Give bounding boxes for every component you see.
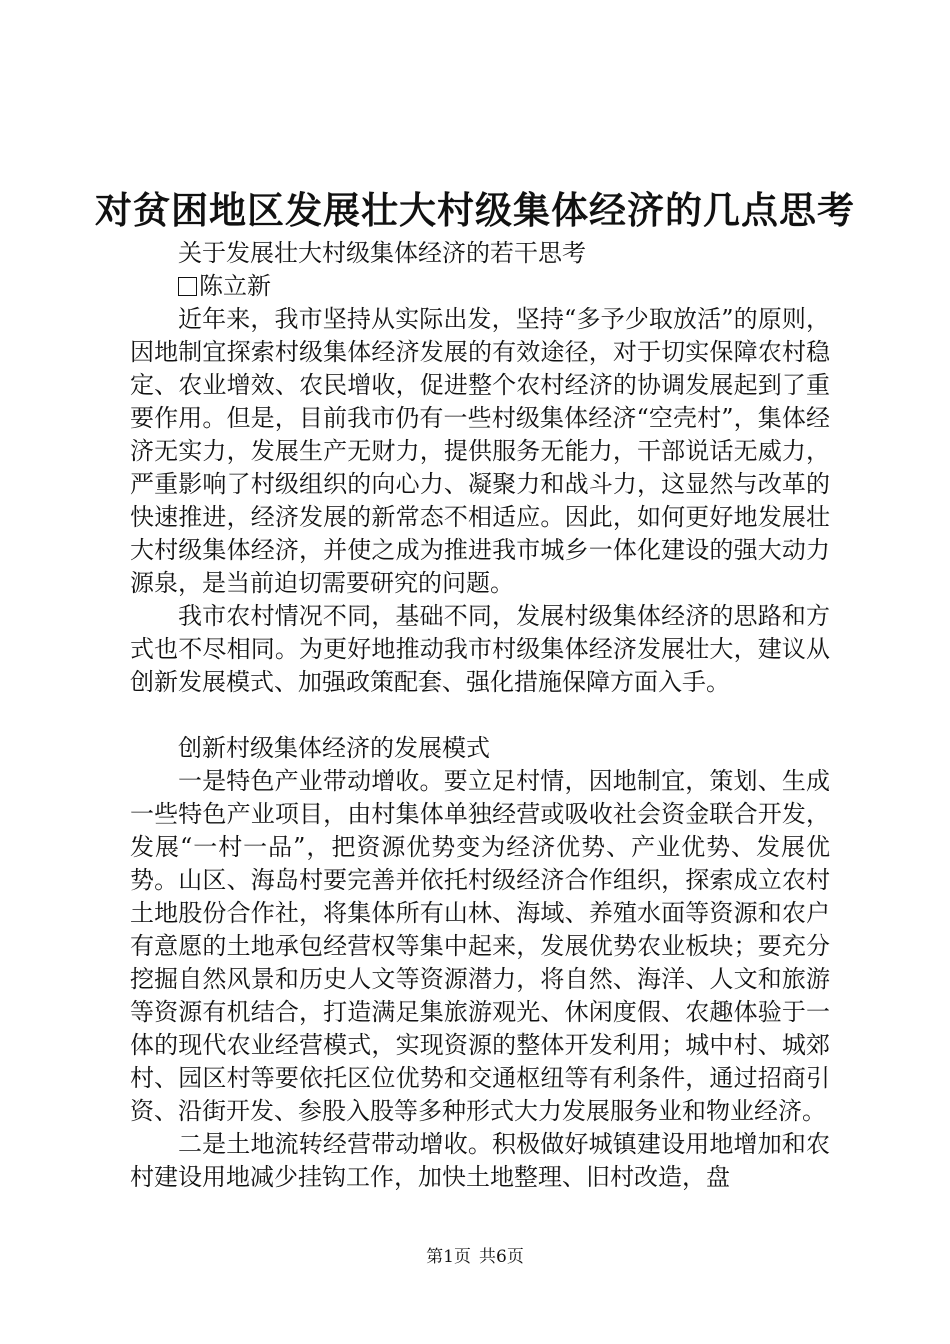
blank-line [130, 699, 830, 732]
paragraph: 一是特色产业带动增收。要立足村情，因地制宜，策划、生成一些特色产业项目，由村集体单独经营或吸收社会资金联合开发，发展“一村一品”，把资源优势变为经济优势、产业优势、发展优势。山区、海岛村要完善并依托村级经济合作组织，探索成立农村土地股份合作社，将集体所有山林、海域、养殖水面等资源和农户有意愿的土地承包经营权等集中起来，发展优势农业板块；要充分挖掘自然风景和历史人文等资源潜力，将自然、海洋、人文和旅游等资源有机结合，打造满足集旅游观光、休闲度假、农趣体验于一体的现代农业经营模式，实现资源的整体开发利用；城中村、城郊村、园区村等要依托区位优势和交通枢纽等有利条件，通过招商引资、沿街开发、参股入股等多种形式大力发展服务业和物业经济。 [130, 767, 830, 1125]
paragraph: 我市农村情况不同，基础不同，发展村级集体经济的思路和方式也不尽相同。为更好地推动我市村级集体经济发展壮大，建议从创新发展模式、加强政策配套、强化措施保障方面入手。 [130, 602, 830, 696]
author-name: 陈立新 [199, 272, 271, 300]
page-footer [0, 1246, 950, 1268]
page-number: 第1页 [426, 1247, 471, 1267]
page-total: 共6页 [479, 1247, 524, 1267]
document-title: 对贫困地区发展壮大村级集体经济的几点思考 [95, 188, 855, 232]
paragraph: 近年来，我市坚持从实际出发，坚持“多予少取放活”的原则，因地制宜探索村级集体经济发展的有效途径，对于切实保障农村稳定、农业增效、农民增收，促进整个农村经济的协调发展起到了重要作用。但是，目前我市仍有一些村级集体经济“空壳村”，集体经济无实力，发展生产无财力，提供服务无能力，干部说话无威力，严重影响了村级组织的向心力、凝聚力和战斗力，这显然与改革的快速推进，经济发展的新常态不相适应。因此，如何更好地发展壮大村级集体经济，并使之成为推进我市城乡一体化建设的强大动力源泉，是当前迫切需要研究的问题。 [130, 305, 830, 597]
document-subtitle: 关于发展壮大村级集体经济的若干思考 [178, 239, 586, 267]
empty-square-icon [178, 277, 197, 296]
author-line [130, 270, 830, 303]
document-body [130, 237, 830, 1194]
section-heading: 创新村级集体经济的发展模式 [178, 734, 490, 762]
paragraph: 二是土地流转经营带动增收。积极做好城镇建设用地增加和农村建设用地减少挂钩工作，加快土地整理、旧村改造，盘 [130, 1130, 830, 1191]
